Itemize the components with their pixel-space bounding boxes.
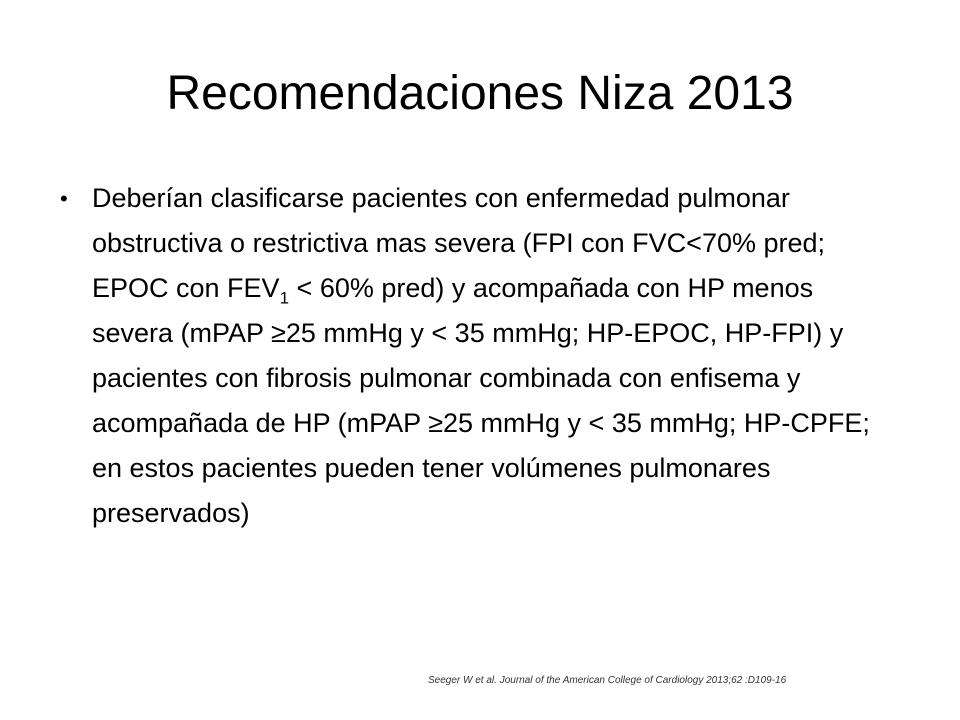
bullet-dot-icon: • <box>60 186 68 211</box>
slide-title: Recomendaciones Niza 2013 <box>166 67 794 120</box>
bullet-text-part2: < 60% pred) y acompañada con HP menos severa (mPAP ≥25 mmHg y < 35 mmHg; HP-EPOC, HP-FPI) y pacientes con fibrosis pulmonar combinada con enfisema y acompañada de HP (mPAP ≥25 mmHg y < 35 mmHg; HP-CPFE; en estos pacientes pueden tener volúmenes pulmonares preservados) <box>92 273 870 528</box>
fev-subscript: 1 <box>279 288 290 308</box>
bullet-list <box>60 176 900 536</box>
citation: Seeger W et al. Journal of the American College of Cardiology 2013;62 :D109-16 <box>428 675 787 686</box>
bullet-text-part1: Deberían clasificarse pacientes con enfermedad pulmonar obstructiva o restrictiva mas severa (FPI con FVC<70% pred; EPOC con FEV <box>92 183 826 303</box>
bullet-item <box>60 176 900 536</box>
